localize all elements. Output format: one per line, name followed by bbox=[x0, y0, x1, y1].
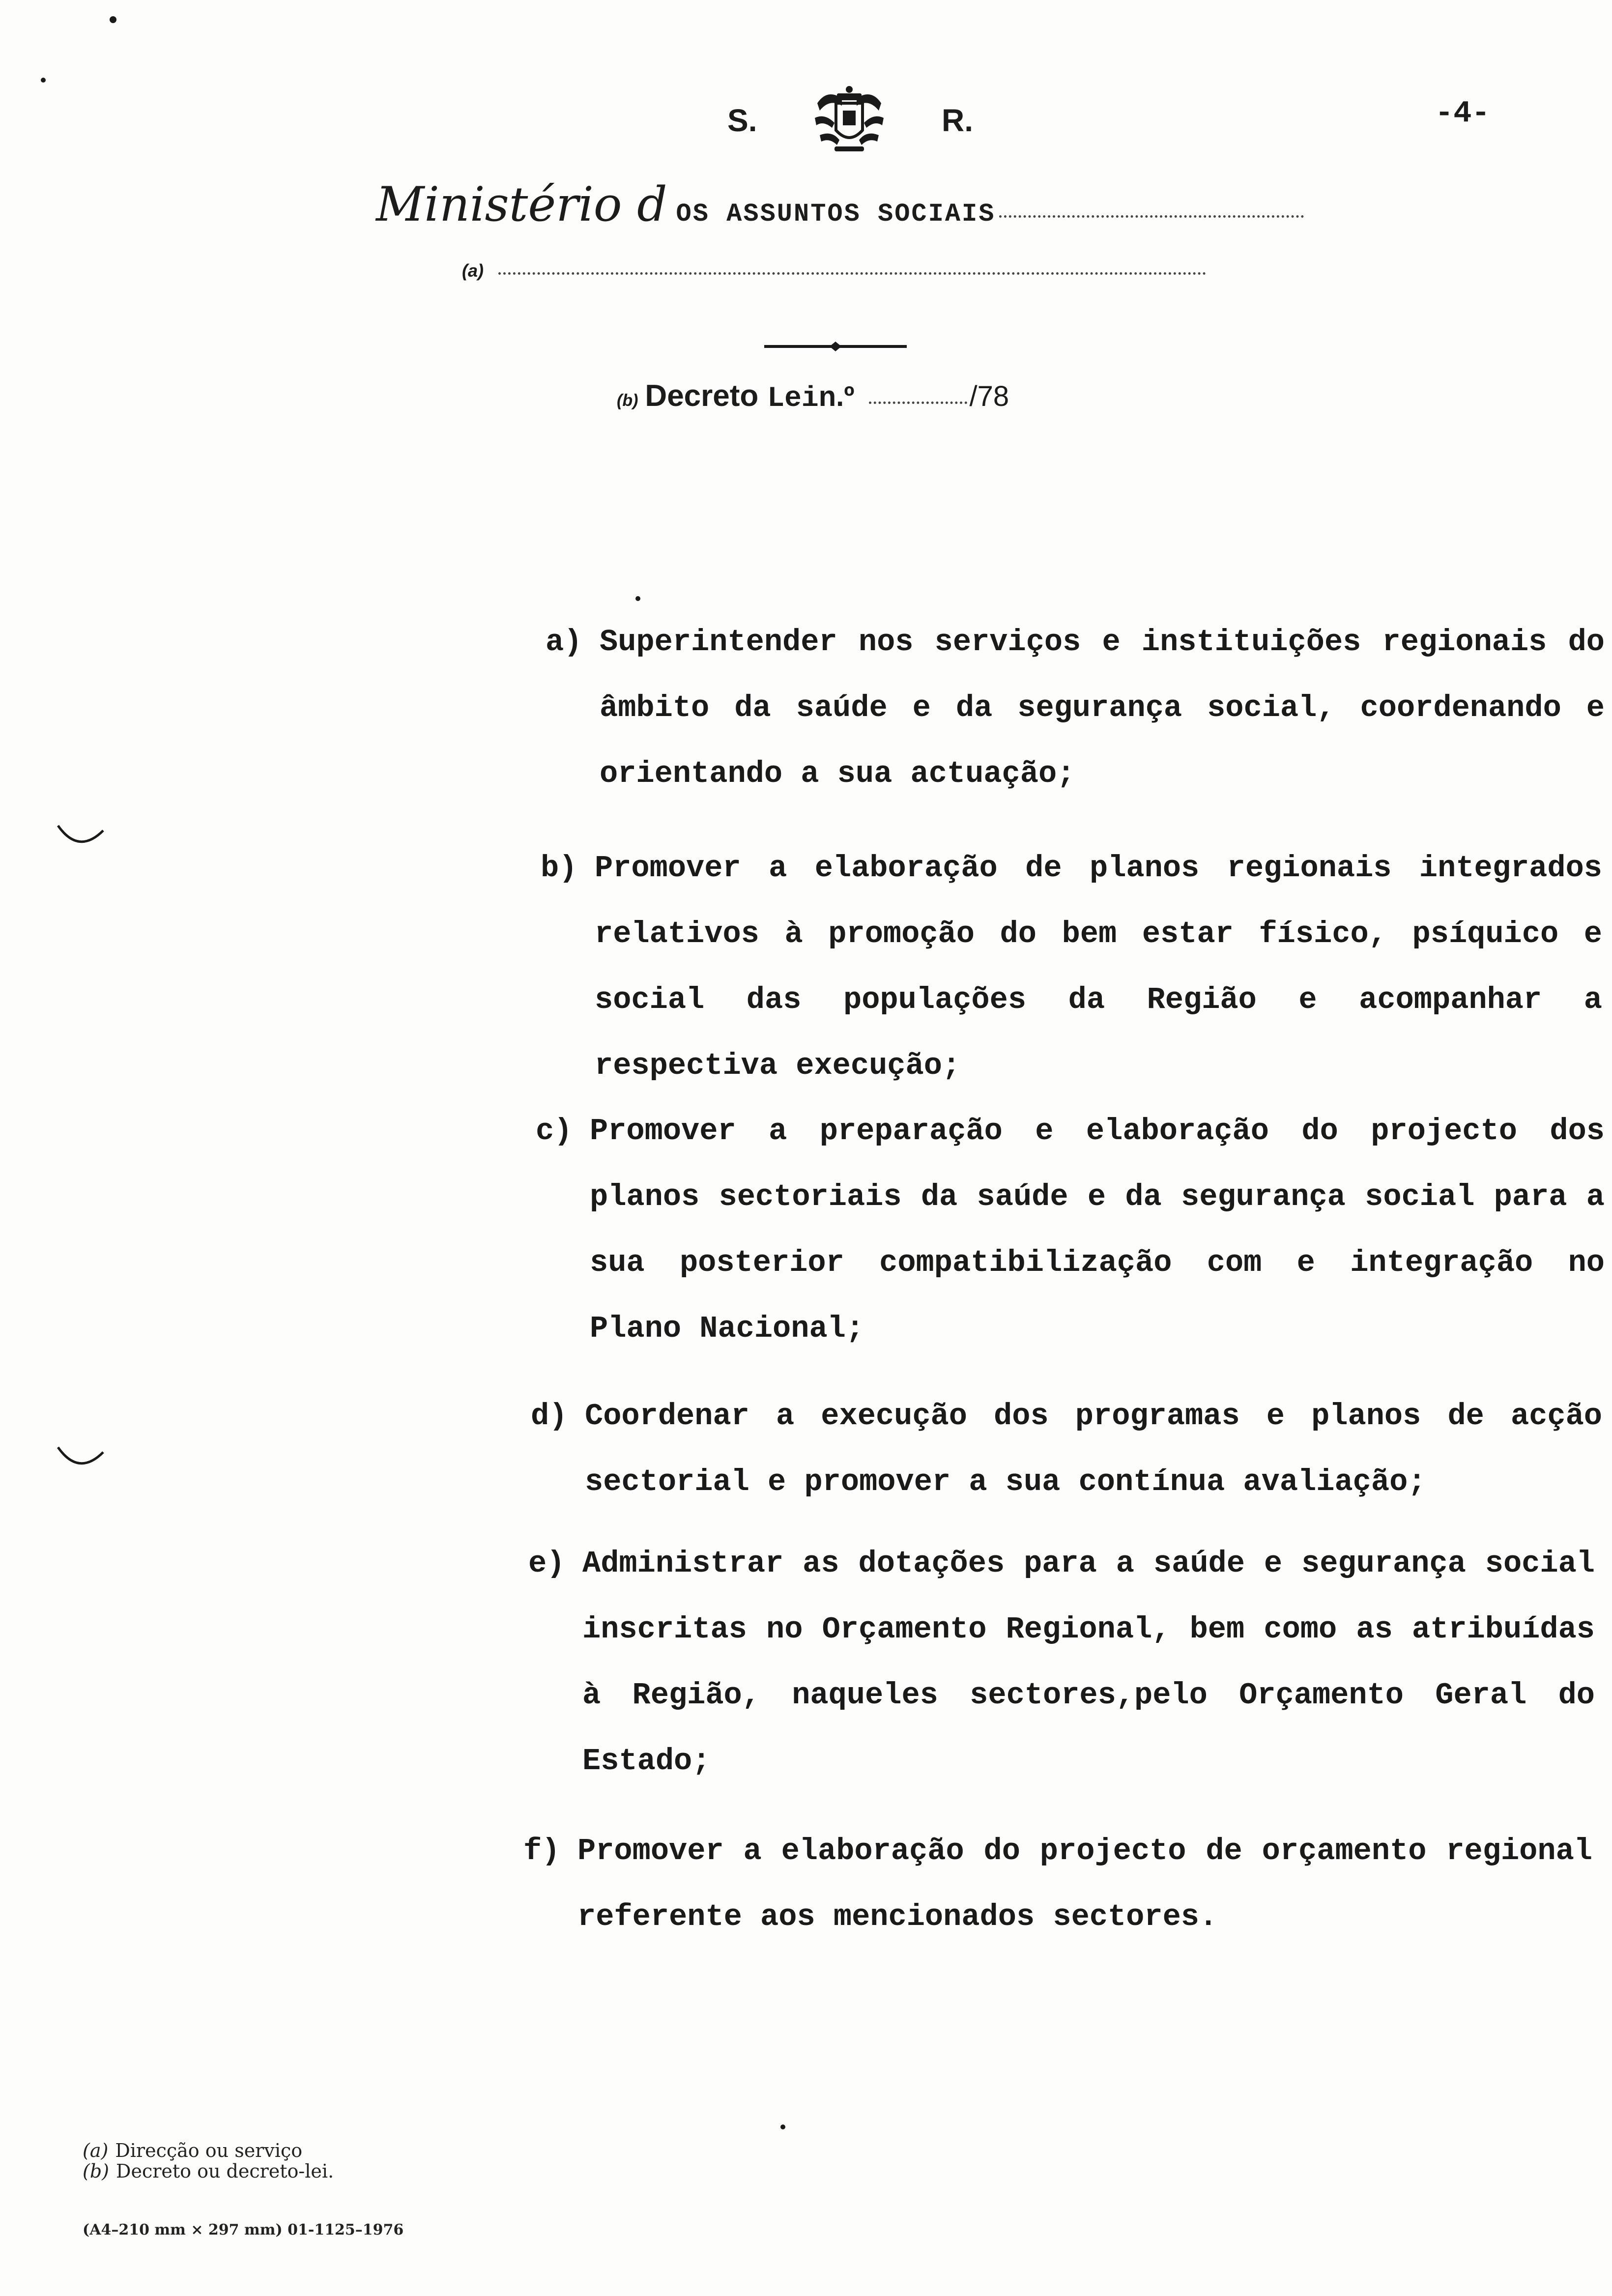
scan-dot-icon bbox=[634, 595, 642, 603]
item-marker: d) bbox=[531, 1399, 568, 1434]
decree-type: Lei bbox=[767, 383, 819, 415]
decree-marker: (b) bbox=[617, 391, 638, 410]
header-letter-s: S. bbox=[727, 103, 757, 138]
decree-number-label: n.º bbox=[818, 380, 855, 412]
footnote-marker: (a) bbox=[83, 2140, 109, 2161]
ministry-prefix: Ministério d bbox=[376, 177, 667, 232]
header-letter-r: R. bbox=[942, 103, 973, 138]
decree-line bbox=[617, 378, 1009, 415]
scan-mark-icon bbox=[54, 821, 108, 850]
form-code: (A4–210 mm × 297 mm) 01-1125–1976 bbox=[83, 2221, 404, 2239]
field-a-dotted-fill bbox=[498, 272, 1206, 275]
item-marker: a) bbox=[546, 625, 582, 660]
field-a-marker: (a) bbox=[462, 260, 484, 281]
item-text: Promover a elaboração do projecto de orçamento regional referente aos mencionados sectores. bbox=[577, 1834, 1592, 1934]
footnote-text: Direcção ou serviço bbox=[115, 2140, 303, 2161]
decree-label: Decreto bbox=[645, 379, 759, 413]
item-marker: e) bbox=[528, 1546, 565, 1581]
item-text: Promover a elaboração de planos regionais integrados relativos à promoção do bem estar físico, psíquico e social das populações da Região e acompanhar a respectiva execução; bbox=[595, 851, 1602, 1083]
ornament-divider-icon bbox=[764, 342, 907, 351]
scan-dot-icon bbox=[39, 76, 47, 84]
ministry-line bbox=[376, 177, 1304, 232]
item-text: Promover a preparação e elaboração do projecto dos planos sectoriais da saúde e da segurança social para a sua posterior compatibilização com e integração no Plano Nacional; bbox=[590, 1114, 1605, 1346]
footnotes bbox=[83, 2140, 334, 2181]
item-marker: f) bbox=[523, 1834, 560, 1868]
footnote-text: Decreto ou decreto-lei. bbox=[115, 2160, 334, 2182]
coat-of-arms-icon bbox=[807, 84, 891, 157]
footnote-a bbox=[83, 2140, 334, 2161]
footnote-b bbox=[83, 2161, 334, 2181]
footnote-marker: (b) bbox=[83, 2160, 109, 2182]
item-marker: b) bbox=[541, 851, 577, 886]
scan-dot-icon bbox=[779, 2123, 787, 2131]
decree-year: /78 bbox=[969, 380, 1009, 412]
item-marker: c) bbox=[536, 1114, 573, 1148]
ministry-name: OS ASSUNTOS SOCIAIS bbox=[676, 200, 996, 229]
header-emblem-row bbox=[727, 84, 973, 157]
decree-number-dotted-fill bbox=[869, 402, 967, 404]
item-text: Coordenar a execução dos programas e planos de acção sectorial e promover a sua contínua avaliação; bbox=[585, 1399, 1602, 1499]
scan-mark-icon bbox=[54, 1442, 108, 1472]
ministry-dotted-fill bbox=[999, 215, 1304, 218]
scan-dot-icon bbox=[108, 15, 118, 25]
item-text: Administrar as dotações para a saúde e segurança social inscritas no Orçamento Regional, bem como as atribuídas à Região, naqueles sectores,pelo Orçamento Geral do Estado; bbox=[582, 1546, 1595, 1779]
item-text: Superintender nos serviços e instituições regionais do âmbito da saúde e da segurança social, coordenando e orientando a sua actuação; bbox=[600, 625, 1605, 791]
field-a-line bbox=[462, 260, 1206, 281]
page-number: -4- bbox=[1435, 96, 1490, 131]
